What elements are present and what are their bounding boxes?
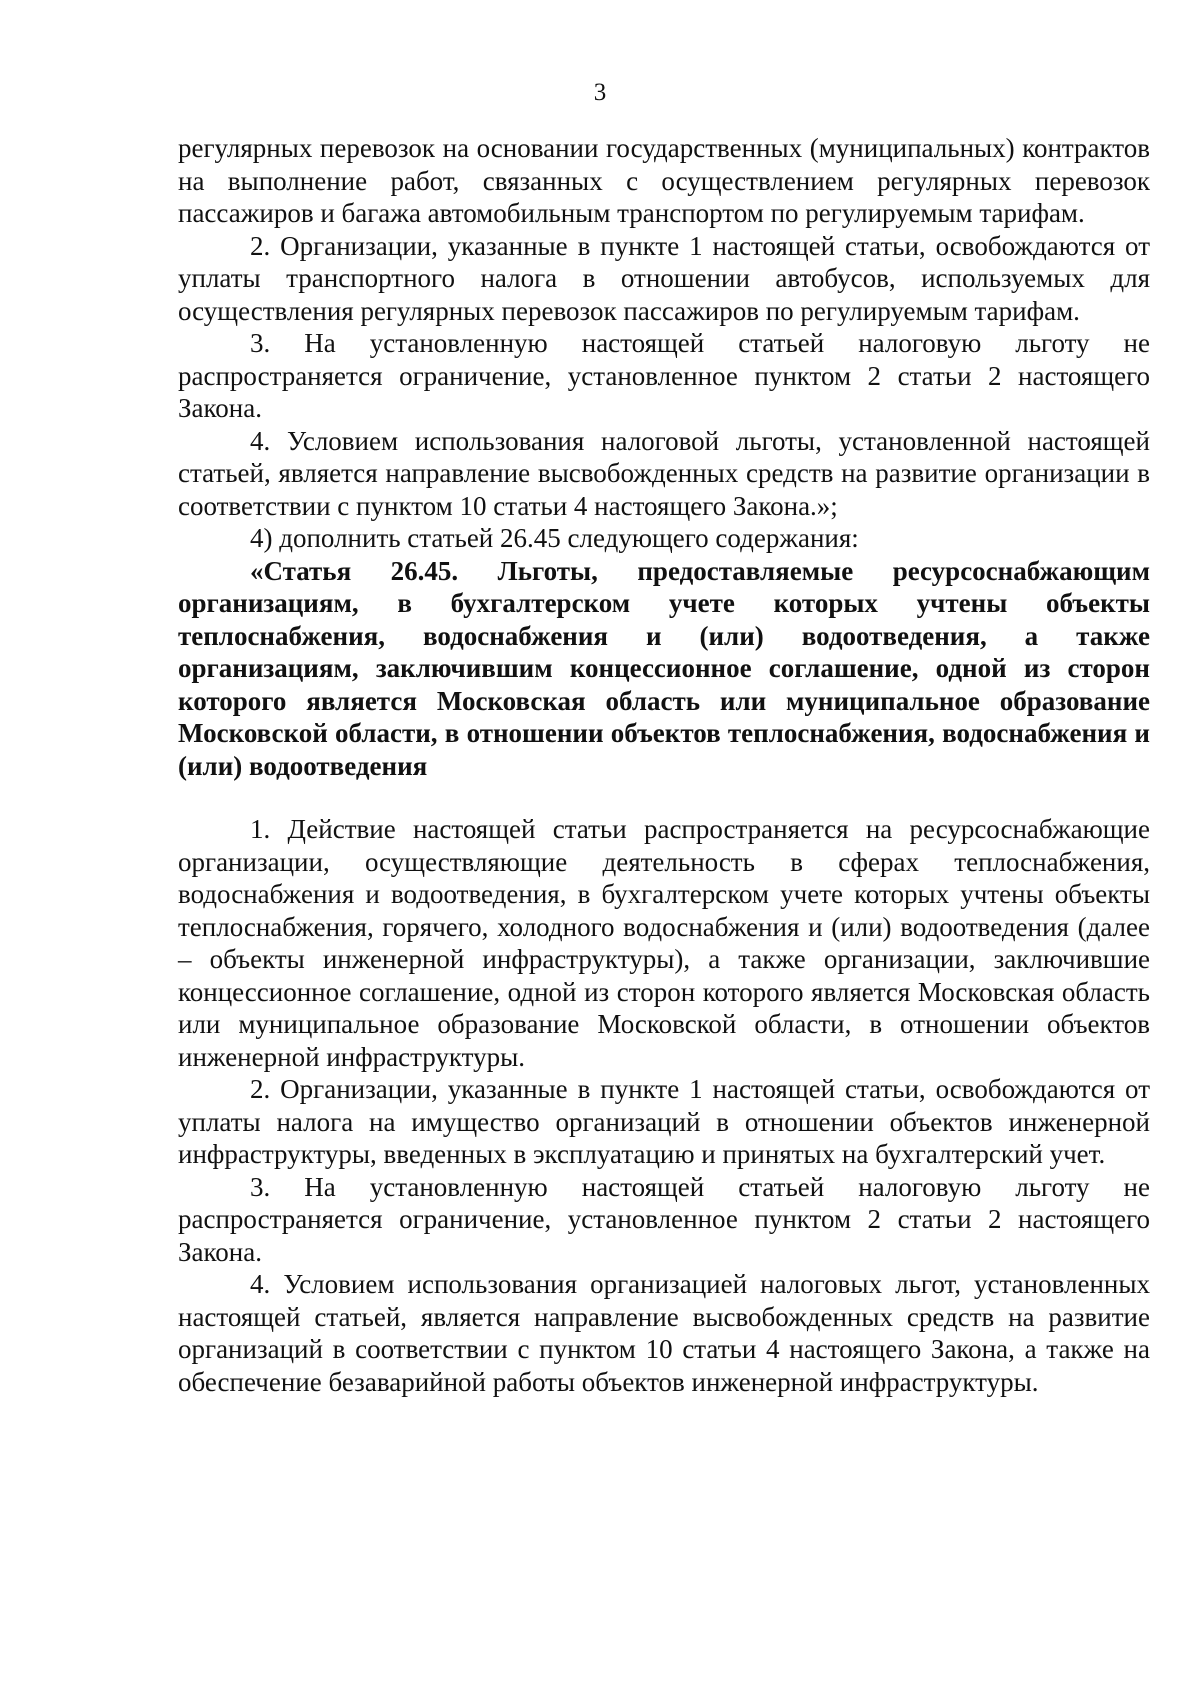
article-item-1: 1. Действие настоящей статьи распространяется на ресурсоснабжающие организации, осуществляющие деятельность в сферах теплоснабжения, водоснабжения и водоотведения, в бухгалтерском учете которых учтены объекты теплоснабжения, горячего, холодного водоснабжения и (или) водоотведения (далее – объекты инженерной инфраструктуры), а также организации, заключившие концессионное соглашение, одной из сторон которого является Московская область или муниципальное образование Московской области, в отношении объектов инженерной инфраструктуры.: [178, 814, 1150, 1072]
document-body: [178, 132, 1150, 1398]
article-item-4: 4. Условием использования организацией налоговых льгот, установленных настоящей статьей, является направление высвобожденных средств на развитие организаций в соответствии с пунктом 10 статьи 4 настоящего Закона, а также на обеспечение безаварийной работы объектов инженерной инфраструктуры.: [178, 1269, 1150, 1397]
page-number: 3: [593, 79, 607, 106]
article-item-3: 3. На установленную настоящей статьей налоговую льготу не распространяется ограничение, установленное пунктом 2 статьи 2 настоящего Закона.: [178, 1171, 1150, 1267]
article-heading: «Статья 26.45. Льготы, предоставляемые ресурсоснабжающим организациям, в бухгалтерском учете которых учтены объекты теплоснабжения, водоснабжения и (или) водоотведения, а также организациям, заключившим концессионное соглашение, одной из сторон которого является Московская область или муниципальное образование Московской области, в отношении объектов теплоснабжения, водоснабжения и (или) водоотведения: [178, 555, 1150, 781]
paragraph-amendment-4: 4) дополнить статьей 26.45 следующего содержания:: [250, 523, 859, 553]
paragraph-item-4: 4. Условием использования налоговой льготы, установленной настоящей статьей, является направление высвобожденных средств на развитие организации в соответствии с пунктом 10 статьи 4 настоящего Закона.»;: [178, 425, 1150, 521]
paragraph-item-2: 2. Организации, указанные в пункте 1 настоящей статьи, освобождаются от уплаты транспортного налога в отношении автобусов, используемых для осуществления регулярных перевозок пассажиров по регулируемым тарифам.: [178, 230, 1150, 326]
paragraph-item-3: 3. На установленную настоящей статьей налоговую льготу не распространяется ограничение, установленное пунктом 2 статьи 2 настоящего Закона.: [178, 328, 1150, 423]
paragraph-continuation: регулярных перевозок на основании государственных (муниципальных) контрактов на выполнение работ, связанных с осуществлением регулярных перевозок пассажиров и багажа автомобильным транспортом по регулируемым тарифам.: [178, 133, 1150, 228]
article-item-2: 2. Организации, указанные в пункте 1 настоящей статьи, освобождаются от уплаты налога на имущество организаций в отношении объектов инженерной инфраструктуры, введенных в эксплуатацию и принятых на бухгалтерский учет.: [178, 1074, 1150, 1169]
